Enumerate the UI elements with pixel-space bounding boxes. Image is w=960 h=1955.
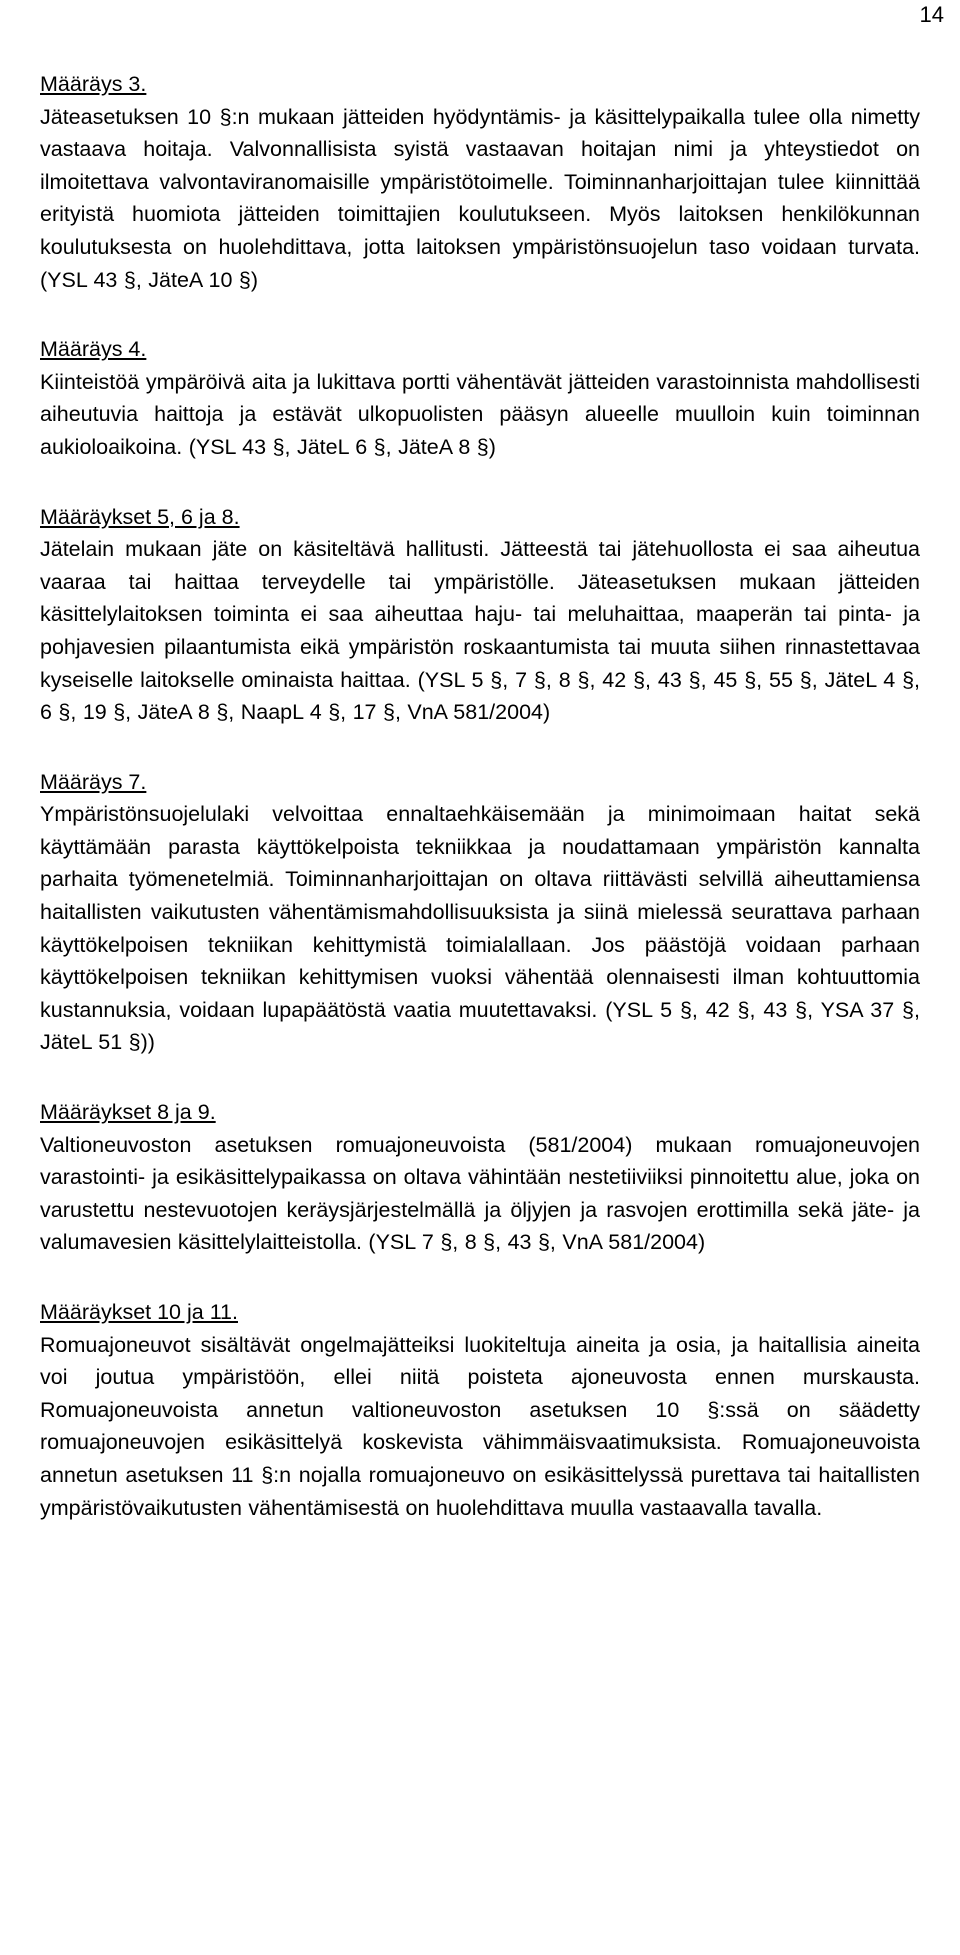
- section-paragraph: Jätelain mukaan jäte on käsiteltävä hallitusti. Jätteestä tai jätehuollosta ei saa aiheutua vaaraa tai haittaa terveydelle tai ympäristölle. Jäteasetuksen mukaan jätteiden käsittelylaitoksen toiminta ei saa aiheuttaa haju- tai meluhaittaa, maaperän tai pinta- ja pohjavesien pilaantumista eikä ympäristön roskaantumista tai muuta siihen rinnastettavaa kyseiselle laitokselle ominaista haittaa. (YSL 5 §, 7 §, 8 §, 42 §, 43 §, 45 §, 55 §, JäteL 4 §, 6 §, 19 §, JäteA 8 §, NaapL 4 §, 17 §, VnA 581/2004): [40, 537, 920, 725]
- section-title: Määräykset 5, 6 ja 8.: [40, 504, 240, 529]
- section-title: Määräykset 8 ja 9.: [40, 1100, 216, 1125]
- section-maarays-4: [40, 333, 920, 463]
- section-maarays-3: [40, 68, 920, 296]
- section-title: Määräys 3.: [40, 72, 147, 96]
- document-body: [40, 68, 920, 1561]
- section-paragraph: Romuajoneuvot sisältävät ongelmajätteiksi luokiteltuja aineita ja osia, ja haitallisia aineita voi joutua ympäristöön, ellei niitä poisteta ajoneuvosta ennen murskausta. Romuajoneuvoista annetun valtioneuvoston asetuksen 10 §:ssä on säädetty romuajoneuvojen esikäsittelyä koskevista vähimmäisvaatimuksista. Romuajoneuvoista annetun asetuksen 11 §:n nojalla romuajoneuvo on esikäsittelyssä purettava tai haitallisten ympäristövaikutusten vähentämisestä on huolehdittava muulla vastaavalla tavalla.: [40, 1332, 920, 1520]
- section-title: Määräys 7.: [40, 769, 147, 794]
- section-maaraykset-5-6-8: [40, 501, 920, 729]
- section-paragraph: Valtioneuvoston asetuksen romuajoneuvoista (581/2004) mukaan romuajoneuvojen varastointi- ja esikäsittelypaikassa on oltava vähintään nestetiiviiksi pinnoitettu alue, joka on varustettu nestevuotojen keräysjärjestelmällä ja öljyjen ja rasvojen erottimilla sekä jäte- ja valumavesien käsittelylaitteistolla. (YSL 7 §, 8 §, 43 §, VnA 581/2004): [40, 1132, 920, 1255]
- page-number: 14: [919, 2, 944, 27]
- section-paragraph: Kiinteistöä ympäröivä aita ja lukittava portti vähentävät jätteiden varastoinnista mahdollisesti aiheutuvia haittoja ja estävät ulkopuolisten pääsyn alueelle muulloin kuin toiminnan aukioloaikoina. (YSL 43 §, JäteL 6 §, JäteA 8 §): [40, 369, 920, 459]
- section-title: Määräykset 10 ja 11.: [40, 1300, 238, 1324]
- section-maaraykset-10-11: [40, 1296, 920, 1524]
- section-maaraykset-8-9: [40, 1096, 920, 1259]
- section-title: Määräys 4.: [40, 337, 147, 362]
- section-maarays-7: [40, 766, 920, 1059]
- section-paragraph: Jäteasetuksen 10 §:n mukaan jätteiden hyödyntämis- ja käsittelypaikalla tulee olla nimetty vastaava hoitaja. Valvonnallisista syistä vastaavan hoitajan nimi ja yhteystiedot on ilmoitettava valvontaviranomaisille ympäristötoimelle. Toiminnanharjoittajan tulee kiinnittää erityistä huomiota jätteiden toimittajien koulutukseen. Myös laitoksen henkilökunnan koulutuksesta on huolehdittava, jotta laitoksen ympäristönsuojelun taso voidaan turvata. (YSL 43 §, JäteA 10 §): [40, 104, 920, 292]
- section-paragraph: Ympäristönsuojelulaki velvoittaa ennaltaehkäisemään ja minimoimaan haitat sekä käyttämään parasta käyttökelpoista tekniikkaa ja noudattamaan ympäristön kannalta parhaita työmenetelmiä. Toiminnanharjoittajan on oltava riittävästi selvillä aiheuttamiensa haitallisten vaikutusten vähentämismahdollisuuksista ja siinä mielessä seurattava parhaan käyttökelpoisen tekniikan kehittymistä toimialallaan. Jos päästöjä voidaan parhaan käyttökelpoisen tekniikan kehittymisen vuoksi vähentää olennaisesti ilman kohtuuttomia kustannuksia, voidaan lupapäätöstä vaatia muutettavaksi. (YSL 5 §, 42 §, 43 §, YSA 37 §, JäteL 51 §)): [40, 802, 920, 1055]
